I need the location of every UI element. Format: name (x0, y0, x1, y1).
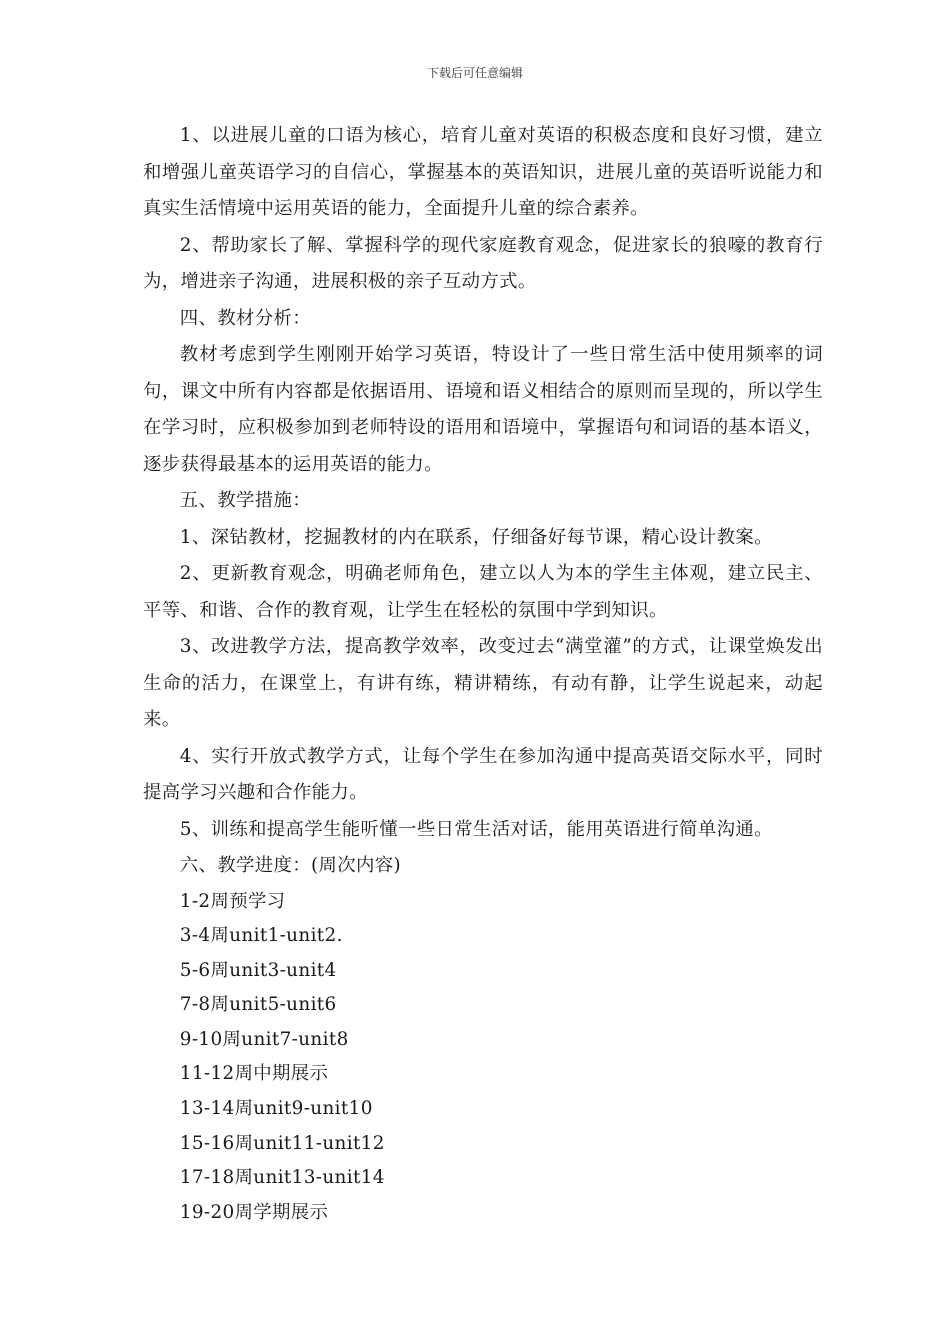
schedule-item: 13-14周unit9-unit10 (179, 1098, 373, 1120)
paragraph-measure-1: 1、深钻教材，挖掘教材的内在联系，仔细备好每节课，精心设计教案。 (179, 526, 773, 548)
page-header: 下载后可任意编辑 (426, 66, 523, 80)
paragraph-measure-4: 4、实行开放式教学方式，让每个学生在参加沟通中提高英语交际水平，同时提高学习兴趣和合作能力。 (143, 745, 823, 803)
schedule-item: 3-4周unit1-unit2. (179, 925, 343, 947)
paragraph-measure-3: 3、改进教学方法，提高教学效率，改变过去“满堂灌”的方式，让课堂焕发出生命的活力，在课堂上，有讲有练，精讲精练，有动有静，让学生说起来，动起来。 (143, 636, 823, 730)
schedule-item: 19-20周学期展示 (179, 1201, 329, 1223)
schedule-item: 7-8周unit5-unit6 (179, 994, 337, 1016)
schedule-item: 5-6周unit3-unit4 (179, 959, 337, 981)
schedule-item: 1-2周预学习 (179, 890, 286, 912)
paragraph-measure-2: 2、更新教育观念，明确老师角色，建立以人为本的学生主体观，建立民主、平等、和谐、合作的教育观，让学生在轻松的氛围中学到知识。 (143, 563, 823, 621)
section-heading-schedule: 六、教学进度：(周次内容) (179, 855, 401, 876)
paragraph-goal-2: 2、帮助家长了解、掌握科学的现代家庭教育观念，促进家长的狼嚎的教育行为，增进亲子沟通，进展积极的亲子互动方式。 (143, 234, 823, 292)
paragraph-materials: 教材考虑到学生刚刚开始学习英语，特设计了一些日常生活中使用频率的词句，课文中所有内容都是依据语用、语境和语义相结合的原则而呈现的，所以学生在学习时，应积极参加到老师特设的语用和语境中，掌握语句和词语的基本语义，逐步获得最基本的运用英语的能力。 (143, 344, 823, 475)
paragraph-goal-1: 1、以进展儿童的口语为核心，培育儿童对英语的积极态度和良好习惯，建立和增强儿童英语学习的自信心，掌握基本的英语知识，进展儿童的英语听说能力和真实生活情境中运用英语的能力，全面提升儿童的综合素养。 (143, 125, 823, 219)
document-body (143, 118, 823, 1230)
schedule-item: 15-16周unit11-unit12 (179, 1132, 385, 1154)
schedule-item: 11-12周中期展示 (179, 1063, 329, 1085)
section-heading-materials: 四、教材分析： (179, 307, 311, 329)
section-heading-measures: 五、教学措施： (179, 490, 311, 511)
schedule-item: 17-18周unit13-unit14 (179, 1167, 385, 1189)
paragraph-measure-5: 5、训练和提高学生能听懂一些日常生活对话，能用英语进行简单沟通。 (179, 818, 773, 840)
schedule-item: 9-10周unit7-unit8 (179, 1028, 349, 1050)
